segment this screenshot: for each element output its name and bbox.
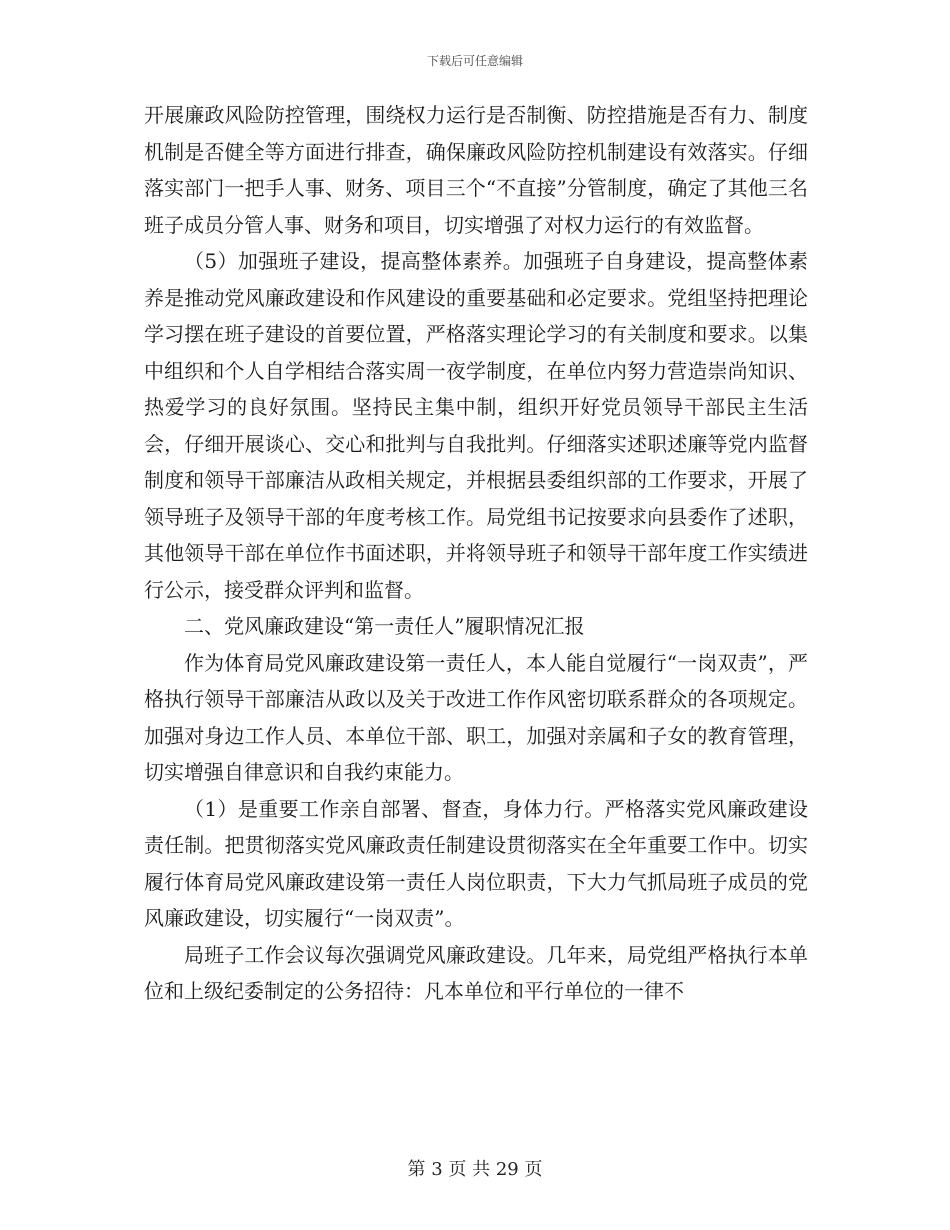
paragraph-first-responsible: 作为体育局党风廉政建设第一责任人，本人能自觉履行“一岗双责”，严格执行领导干部廉洁从政以及关于改进工作作风密切联系群众的各项规定。加强对身边工作人员、本单位干部、职工，加强对亲属和子女的教育管理，切实增强自律意识和自我约束能力。 [144, 650, 808, 784]
paragraph-team-building: （5）加强班子建设，提高整体素养。加强班子自身建设，提高整体素养是推动党风廉政建设和作风建设的重要基础和必定要求。党组坚持把理论学习摆在班子建设的首要位置，严格落实理论学习的有关制度和要求。以集中组织和个人自学相结合落实周一夜学制度，在单位内努力营造崇尚知识、热爱学习的良好氛围。坚持民主集中制，组织开好党员领导干部民主生活会，仔细开展谈心、交心和批判与自我批判。仔细落实述职述廉等党内监督制度和领导干部廉洁从政相关规定，并根据县委组织部的工作要求，开展了领导班子及领导干部的年度考核工作。局党组书记按要求向县委作了述职，其他领导干部在单位作书面述职，并将领导班子和领导干部年度工作实绩进行公示，接受群众评判和监督。 [144, 249, 808, 602]
document-body [144, 97, 808, 1010]
page-header: 下载后可任意编辑 [426, 54, 523, 68]
page-footer: 第 3 页 共 29 页 [407, 1159, 543, 1180]
paragraph-deployment: （1）是重要工作亲自部署、督查，身体力行。严格落实党风廉政建设责任制。把贯彻落实党风廉政责任制建设贯彻落实在全年重要工作中。切实履行体育局党风廉政建设第一责任人岗位职责，下大力气抓局班子成员的党风廉政建设，切实履行“一岗双责”。 [144, 796, 808, 930]
section-heading: 二、党风廉政建设“第一责任人”履职情况汇报 [184, 614, 585, 638]
paragraph-meetings: 局班子工作会议每次强调党风廉政建设。几年来，局党组严格执行本单位和上级纪委制定的公务招待：凡本单位和平行单位的一律不 [144, 942, 808, 1003]
paragraph-risk-control: 开展廉政风险防控管理，围绕权力运行是否制衡、防控措施是否有力、制度机制是否健全等方面进行排查，确保廉政风险防控机制建设有效落实。仔细落实部门一把手人事、财务、项目三个“不直接”分管制度，确定了其他三名班子成员分管人事、财务和项目，切实增强了对权力运行的有效监督。 [144, 103, 808, 237]
